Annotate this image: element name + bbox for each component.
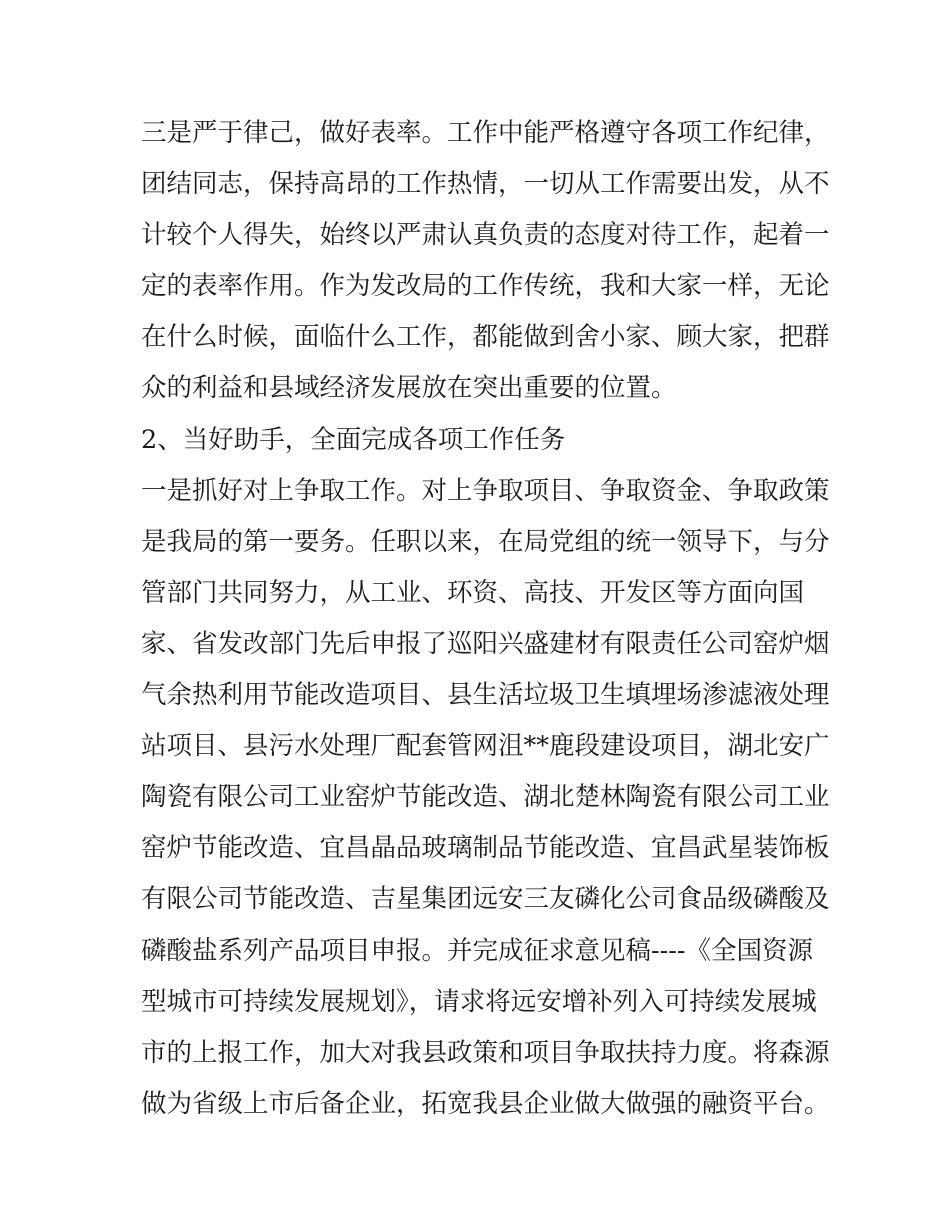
text-line: 气余热利用节能改造项目、县生活垃圾卫生填埋场渗滤液处理 bbox=[141, 680, 830, 711]
text-line: 定的表率作用。作为发改局的工作传统，我和大家一样，无论 bbox=[141, 271, 830, 302]
text-line: 计较个人得失，始终以严肃认真负责的态度对待工作，起着一 bbox=[141, 220, 830, 251]
text-line: 磷酸盐系列产品项目申报。并完成征求意见稿----《全国资源 bbox=[141, 935, 813, 966]
text-line: 站项目、县污水处理厂配套管网沮**鹿段建设项目，湖北安广 bbox=[141, 731, 830, 762]
text-line: 是我局的第一要务。任职以来，在局党组的统一领导下，与分 bbox=[141, 526, 830, 557]
text-line: 做为省级上市后备企业，拓宽我县企业做大做强的融资平台。 bbox=[141, 1088, 830, 1119]
text-line: 管部门共同努力，从工业、环资、高技、开发区等方面向国 bbox=[141, 577, 805, 608]
text-line: 家、省发改部门先后申报了巡阳兴盛建材有限责任公司窑炉烟 bbox=[141, 628, 830, 659]
text-line: 三是严于律己，做好表率。工作中能严格遵守各项工作纪律， bbox=[141, 118, 830, 148]
text-line: 陶瓷有限公司工业窑炉节能改造、湖北楚林陶瓷有限公司工业 bbox=[141, 782, 830, 813]
text-line: 一是抓好对上争取工作。对上争取项目、争取资金、争取政策 bbox=[141, 475, 830, 506]
section-heading: 2、当好助手，全面完成各项工作任务 bbox=[141, 424, 566, 455]
body-text bbox=[141, 108, 830, 1130]
text-line: 在什么时候，面临什么工作，都能做到舍小家、顾大家，把群 bbox=[141, 322, 830, 353]
text-line: 市的上报工作，加大对我县政策和项目争取扶持力度。将森源 bbox=[141, 1037, 830, 1068]
text-line: 众的利益和县域经济发展放在突出重要的位置。 bbox=[141, 373, 677, 404]
text-line: 有限公司节能改造、吉星集团远安三友磷化公司食品级磷酸及 bbox=[141, 884, 830, 915]
text-line: 团结同志，保持高昂的工作热情，一切从工作需要出发，从不 bbox=[141, 169, 830, 200]
text-line: 窑炉节能改造、宜昌晶品玻璃制品节能改造、宜昌武星装饰板 bbox=[141, 833, 830, 864]
text-line: 型城市可持续发展规划》，请求将远安增补列入可持续发展城 bbox=[141, 986, 817, 1017]
